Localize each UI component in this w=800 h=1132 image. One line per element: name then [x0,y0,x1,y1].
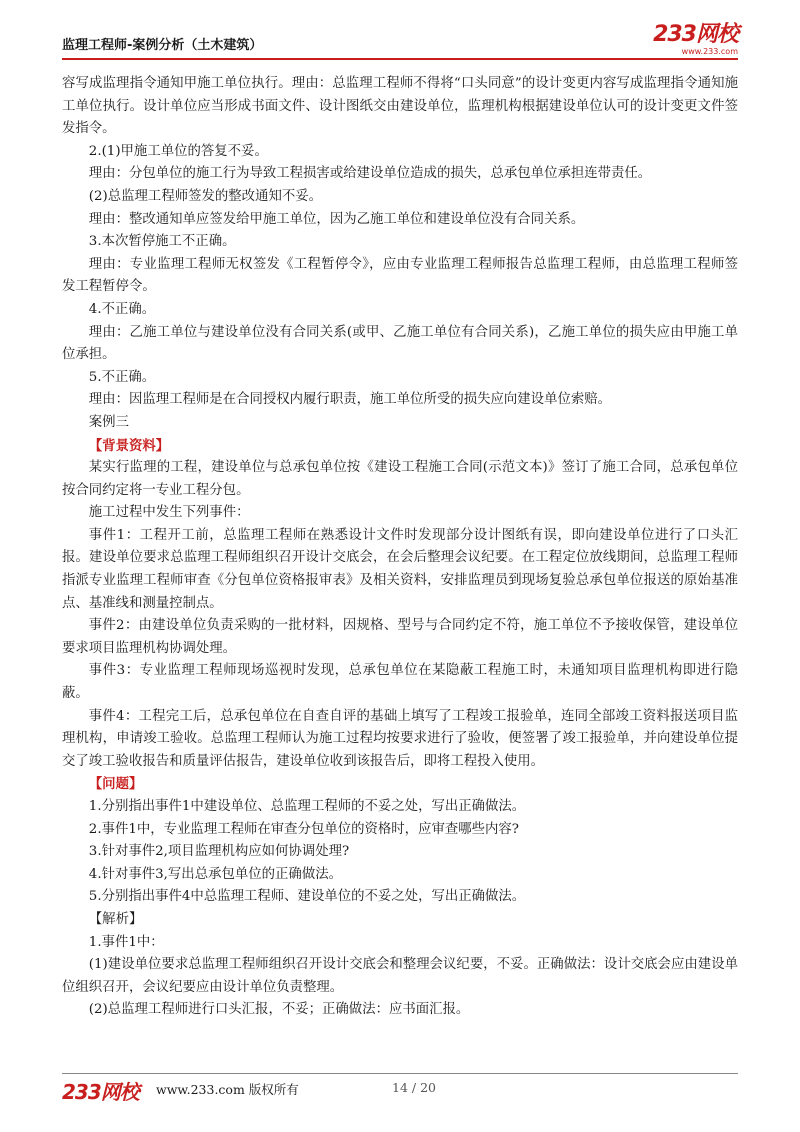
logo-url: www.233.com [681,47,738,56]
section-heading: 【问题】 [88,776,143,793]
paragraph: 3.本次暂停施工不正确。 [88,234,236,250]
document-title: 监理工程师-案例分析（土木建筑） [62,38,263,53]
paragraph: 2.(1)甲施工单位的答复不妥。 [88,143,268,159]
paragraph: 【解析】 [88,911,143,927]
header-divider [62,58,738,60]
document-body [62,73,738,1022]
paragraph: 4.不正确。 [88,301,156,317]
paragraph: 5.分别指出事件4中总监理工程师、建设单位的不妥之处，写出正确做法。 [88,889,526,905]
paragraph: 事件4：工程完工后，总承包单位在自查自评的基础上填写了工程竣工报验单，连同全部竣工资料报送项目监理机构，申请竣工验收。总监理工程师认为施工过程均按要求进行了验收，便签署了竣工报验单，并向建设单位提交了竣工验收报告和质量评估报告，建设单位收到该报告后，即将工程投入使用。 [62,708,738,769]
paragraph: 理由：整改通知单应签发给甲施工单位，因为乙施工单位和建设单位没有合同关系。 [88,211,585,227]
page-number: 14 / 20 [392,1080,436,1095]
paragraph: 某实行监理的工程，建设单位与总承包单位按《建设工程施工合同(示范文本)》签订了施工合同，总承包单位按合同约定将一专业工程分包。 [62,460,738,498]
paragraph: 1.事件1中： [88,934,164,950]
paragraph: 1.分别指出事件1中建设单位、总监理工程师的不妥之处，写出正确做法。 [88,799,526,814]
footer-logo: 233网校 [62,1080,139,1104]
paragraph: (2)总监理工程师签发的整改通知不妥。 [88,188,323,204]
paragraph: 2.事件1中，专业监理工程师在审查分包单位的资格时，应审查哪些内容? [88,821,519,837]
footer-copyright: www.233.com 版权所有 [156,1082,299,1097]
paragraph: 事件2：由建设单位负责采购的一批材料，因规格、型号与合同约定不符，施工单位不予接收保管，建设单位要求项目监理机构协调处理。 [62,618,738,656]
brand-logo [653,24,738,57]
paragraph: (2)总监理工程师进行口头汇报，不妥；正确做法：应书面汇报。 [88,1002,470,1018]
logo-text: 233网校 [653,22,738,47]
section-heading: 【背景资料】 [88,437,170,454]
paragraph: 理由：因监理工程师是在合同授权内履行职责，施工单位所受的损失应向建设单位索赔。 [88,392,612,408]
paragraph: 事件1：工程开工前，总监理工程师在熟悉设计文件时发现部分设计图纸有误，即向建设单位进行了口头汇报。建设单位要求总监理工程师组织召开设计交底会，在会后整理会议纪要。在工程定位放线期间，总监理工程师指派专业监理工程师审查《分包单位资格报审表》及相关资料，安排监理员到现场复验总承包单位报送的原始基准点、基准线和测量控制点。 [62,527,738,611]
paragraph: 理由：乙施工单位与建设单位没有合同关系(或甲、乙施工单位有合同关系)，乙施工单位的损失应由甲施工单位承担。 [62,324,738,363]
paragraph: 3.针对事件2,项目监理机构应如何协调处理? [88,844,350,860]
paragraph: 容写成监理指令通知甲施工单位执行。理由：总监理工程师不得将“口头同意”的设计变更内容写成监理指令通知施工单位执行。设计单位应当形成书面文件、设计图纸交由建设单位，监理机构根据建设单位认可的设计变更文件签发指令。 [62,76,738,137]
paragraph: 4.针对事件3,写出总承包单位的正确做法。 [88,866,342,882]
paragraph: 5.不正确。 [88,369,156,385]
paragraph: 事件3：专业监理工程师现场巡视时发现，总承包单位在某隐蔽工程施工时，未通知项目监理机构即进行隐蔽。 [62,663,738,702]
paragraph: (1)建设单位要求总监理工程师组织召开设计交底会和整理会议纪要，不妥。正确做法：设计交底会应由建设单位组织召开，会议纪要应由设计单位负责整理。 [62,957,738,995]
page-header [62,24,738,58]
paragraph: 施工过程中发生下列事件： [88,505,250,521]
paragraph: 案例三 [88,414,129,430]
paragraph: 理由：分包单位的施工行为导致工程损害或给建设单位造成的损失，总承包单位承担连带责任。 [88,166,652,182]
paragraph: 理由：专业监理工程师无权签发《工程暂停令》，应由专业监理工程师报告总监理工程师，由总监理工程师签发工程暂停令。 [62,256,738,295]
footer-divider [62,1073,738,1074]
page-footer [62,1076,738,1106]
